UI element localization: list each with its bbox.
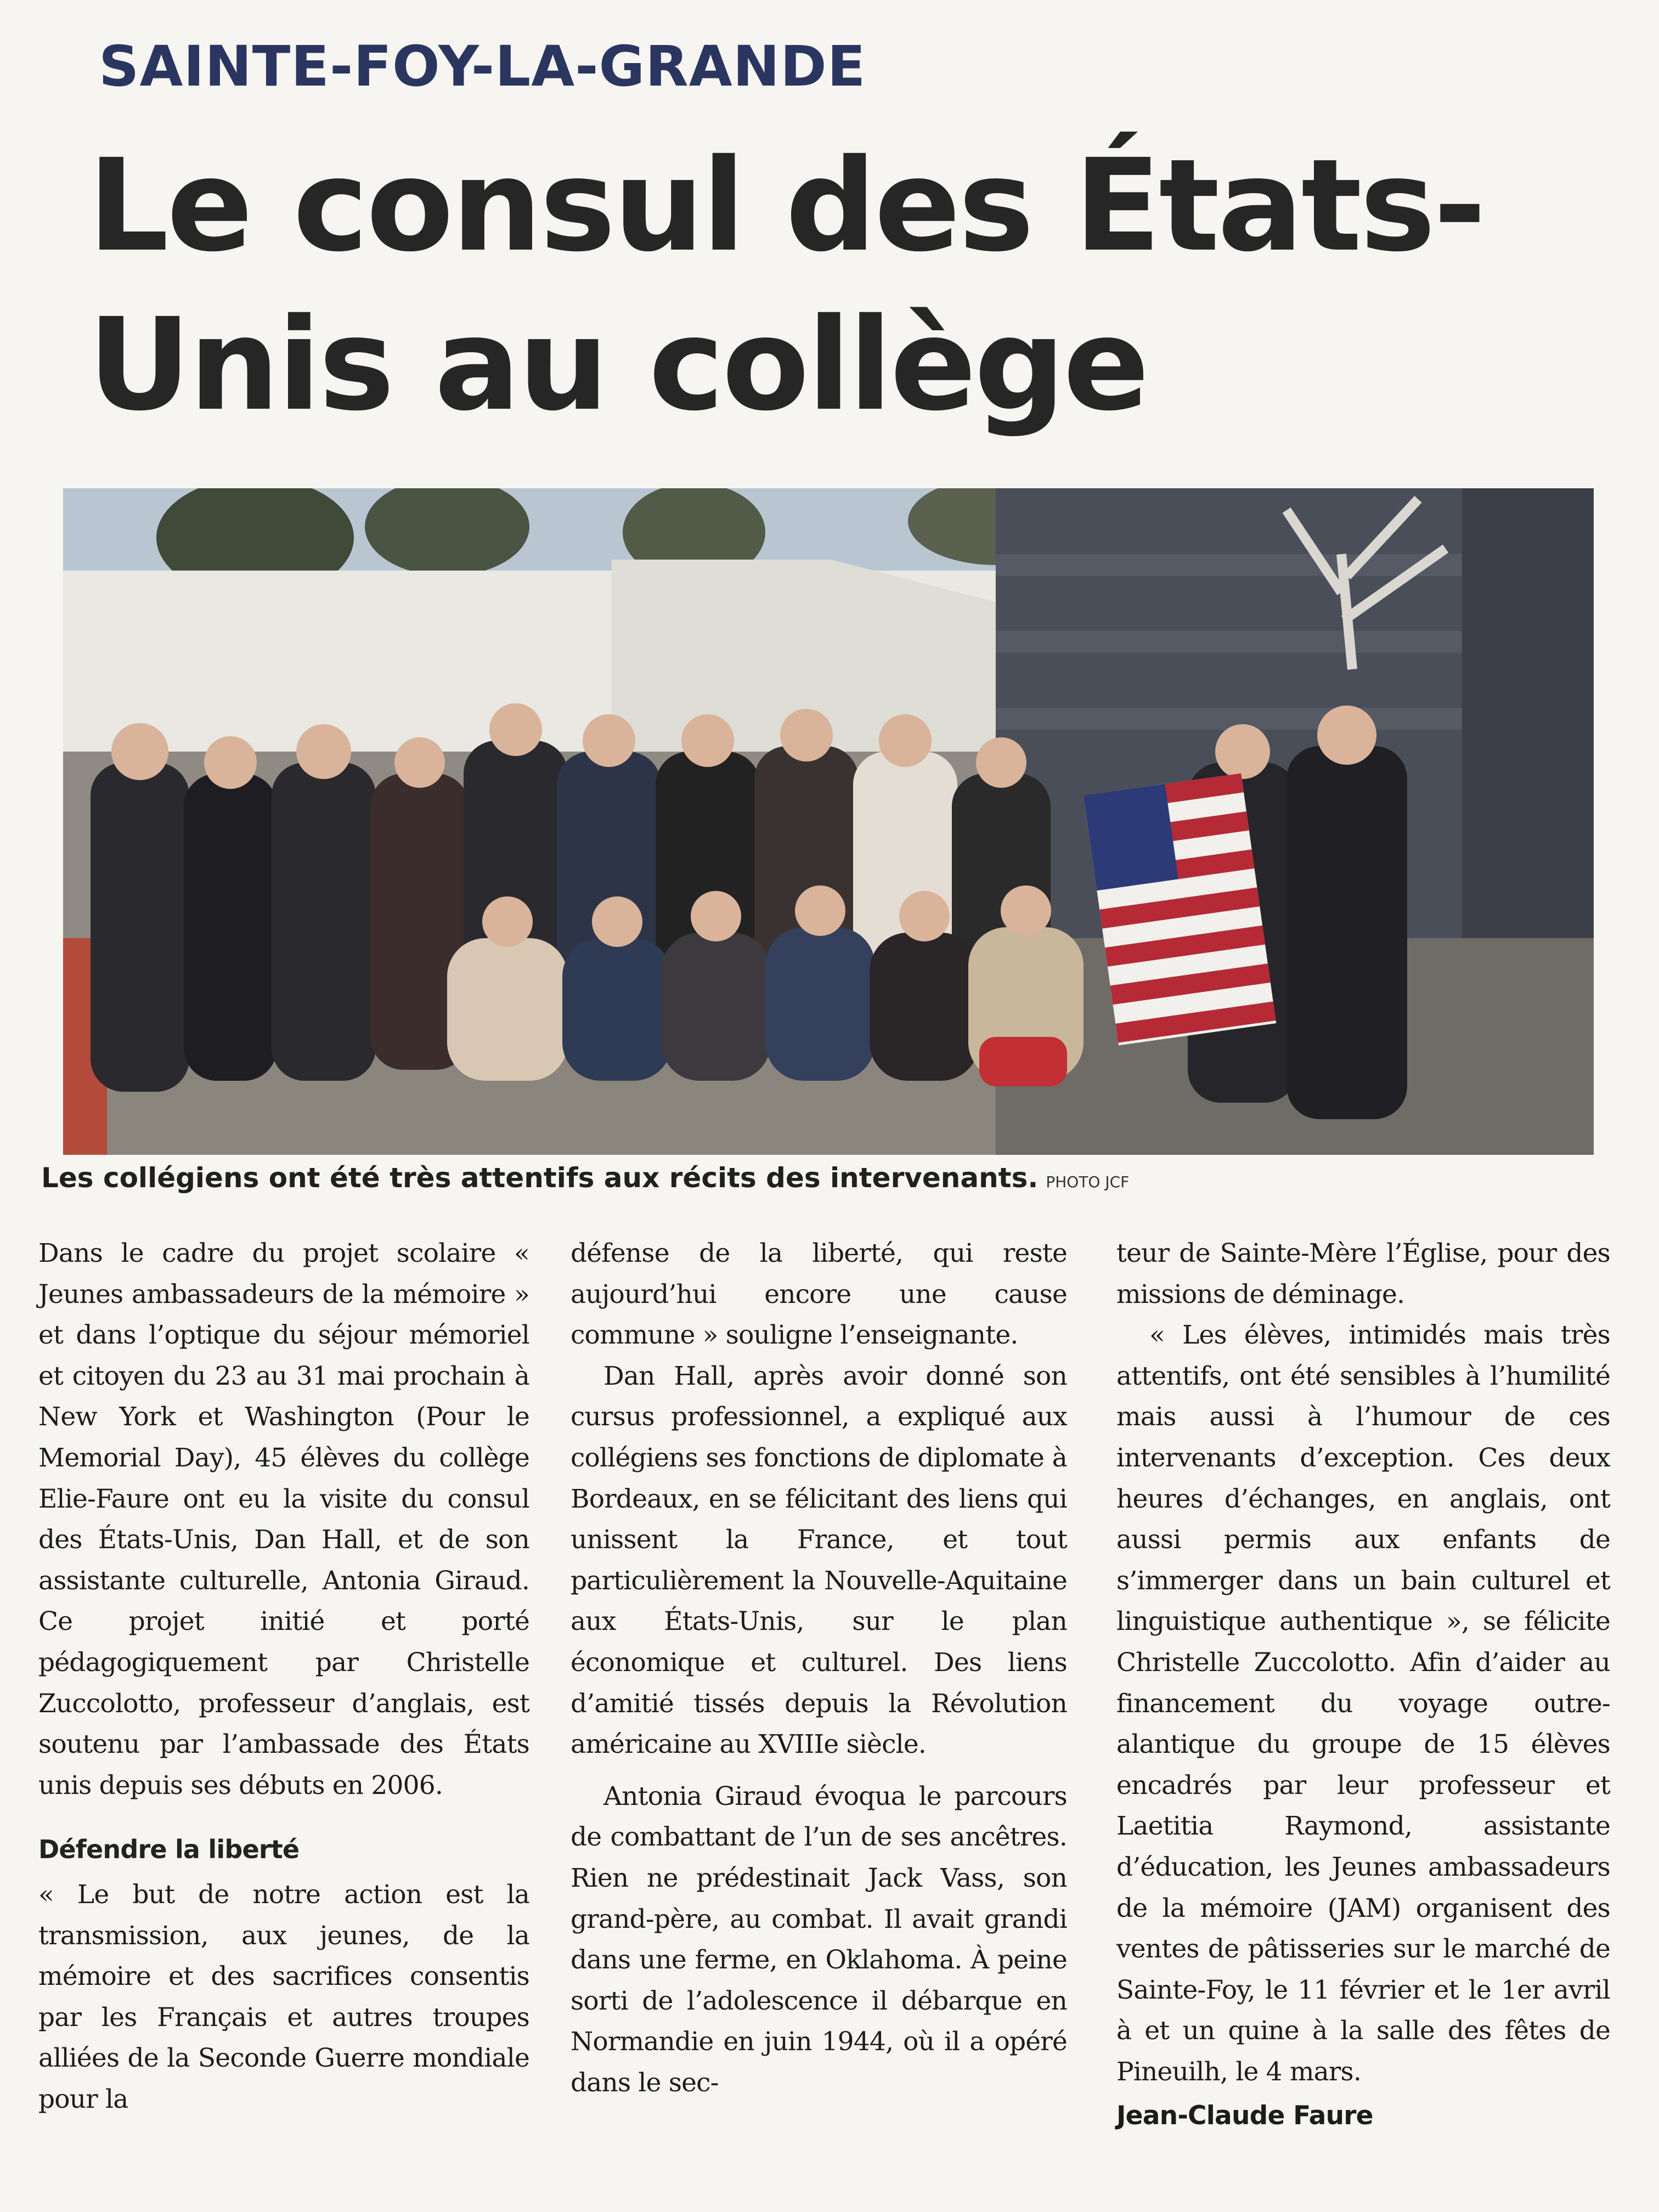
- section-kicker: SAINTE-FOY-LA-GRANDE: [99, 34, 866, 99]
- column-1: [38, 1233, 529, 2120]
- photo-caption: [41, 1162, 1621, 1194]
- column-2: [571, 1233, 1067, 2103]
- paragraph: « Le but de notre action est la transmission, aux jeunes, de la mémoire et des sacrifices consentis par les Français et autres troupes alliées de la Seconde Guerre mondiale pour la: [38, 1879, 529, 2114]
- group-photo: [63, 488, 1594, 1155]
- paragraph: teur de Sainte-Mère l’Église, pour des missions de déminage.: [1116, 1238, 1610, 1310]
- paragraph: Dan Hall, après avoir donné son cursus professionnel, a expliqué aux collégiens ses fonctions de diplomate à Bordeaux, en se félicitant des liens qui unissent la France, et tout particulièrement la Nouvelle-Aquitaine aux États-Unis, sur le plan économique et culturel. Des liens d’amitié tissés depuis la Révolution américaine au XVIIIe siècle.: [571, 1361, 1067, 1760]
- paragraph: Dans le cadre du projet scolaire « Jeunes ambassadeurs de la mémoire » et dans l’optique du séjour mémoriel et citoyen du 23 au 31 mai prochain à New York et Washington (Pour le Memorial Day), 45 élèves du collège Elie-Faure ont eu la visite du consul des États-Unis, Dan Hall, et de son assistante culturelle, Antonia Giraud. Ce projet initié et porté pédagogiquement par Christelle Zuccolotto, professeur d’anglais, est soutenu par l’ambassade des États unis depuis ses débuts en 2006.: [38, 1238, 529, 1801]
- headline-line-2: Unis au collège: [88, 291, 1148, 439]
- author-signature: Jean-Claude Faure: [1116, 2101, 1373, 2131]
- headline-line-1: Le consul des États-: [88, 132, 1485, 280]
- column-3: [1116, 1233, 1610, 2137]
- subheading: Défendre la liberté: [38, 1835, 300, 1865]
- paragraph: « Les élèves, intimidés mais très attentifs, ont été sensibles à l’humilité mais aussi à l’humour de ces intervenants d’exception. Ces deux heures d’échanges, en anglais, ont aussi permis aux enfants de s’immerger dans un bain culturel et linguistique authentique », se félicite Christelle Zuccolotto. Afin d’aider au financement du voyage outre-alantique du groupe de 15 élèves encadrés par leur professeur et Laetitia Raymond, assistante d’éducation, les Jeunes ambassadeurs de la mémoire (JAM) organisent des ventes de pâtisseries sur le marché de Sainte-Foy, le 11 février et le 1er avril à et un quine à la salle des fêtes de Pineuilh, le 4 mars.: [1116, 1320, 1610, 2087]
- paragraph: Antonia Giraud évoqua le parcours de combattant de l’un de ses ancêtres. Rien ne prédestinait Jack Vass, son grand-père, au combat. Il avait grandi dans une ferme, en Oklahoma. À peine sorti de l’adolescence il débarque en Normandie en juin 1944, où il a opéré dans le sec-: [571, 1781, 1067, 2098]
- headline: [88, 126, 1569, 444]
- caption-text: Les collégiens ont été très attentifs aux récits des intervenants.: [41, 1162, 1039, 1194]
- photo-credit: PHOTO JCF: [1046, 1173, 1130, 1191]
- paragraph: défense de la liberté, qui reste aujourd’hui encore une cause commune » souligne l’enseignante.: [571, 1238, 1067, 1351]
